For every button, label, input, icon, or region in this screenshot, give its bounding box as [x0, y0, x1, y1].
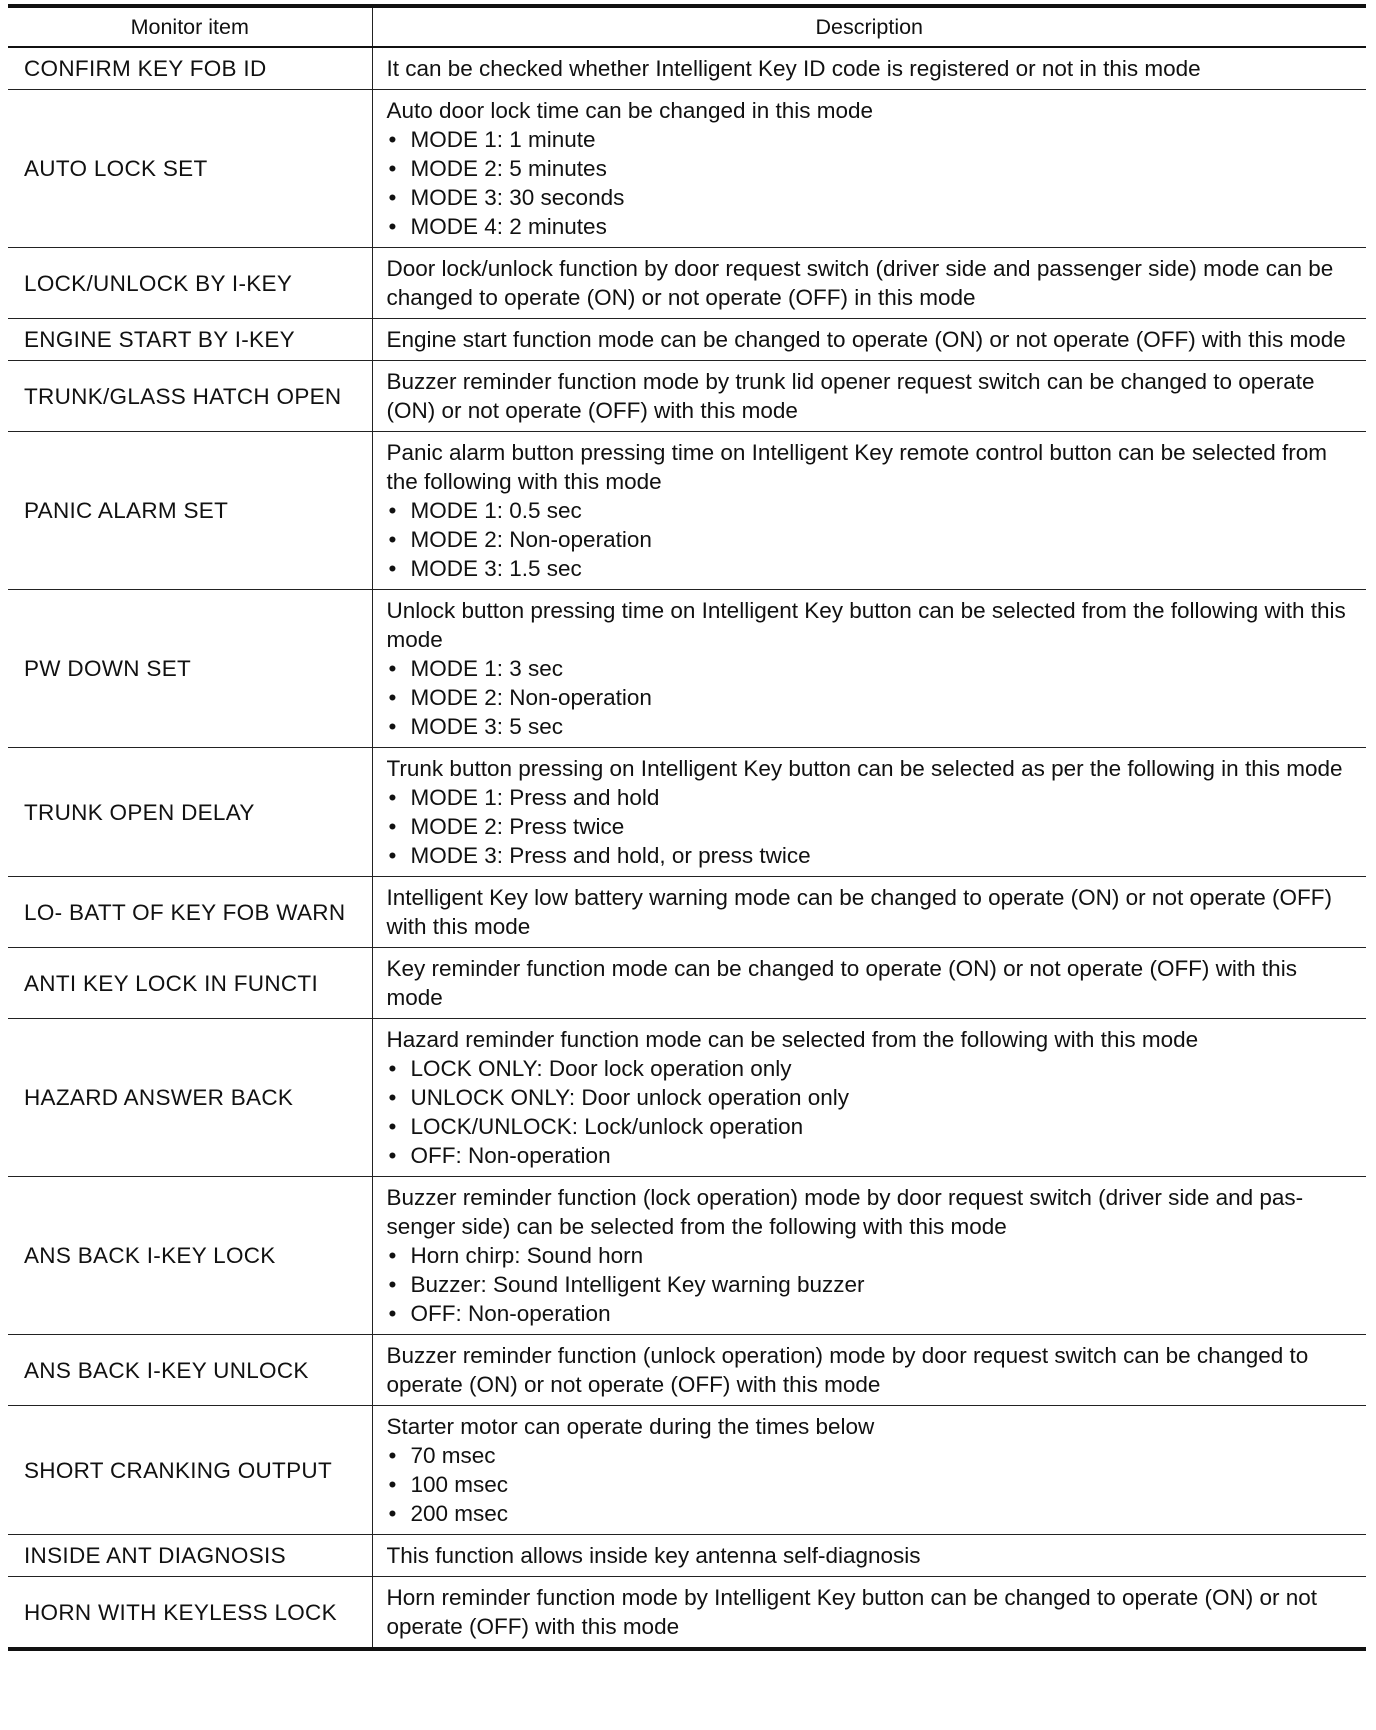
table-body [8, 47, 1366, 1649]
mode-option-item: • Horn chirp: Sound horn [387, 1241, 1359, 1270]
description-cell [372, 1335, 1366, 1406]
description-text: Buzzer reminder function (unlock operation) mode by door request switch can be changed to operate (ON) or not operate (OFF) with this mode [386, 1343, 1309, 1397]
monitor-item-cell: ANTI KEY LOCK IN FUNCTI [8, 948, 372, 1019]
table-row [8, 319, 1366, 361]
description-text: This function allows inside key antenna self-diagnosis [386, 1543, 921, 1568]
mode-option-item: • Buzzer: Sound Intelligent Key warning buzzer [387, 1270, 1359, 1299]
description-cell [372, 1406, 1366, 1535]
table-row [8, 1535, 1366, 1577]
table-row [8, 877, 1366, 948]
description-cell [372, 948, 1366, 1019]
monitor-item-table [8, 4, 1366, 1651]
description-text: Buzzer reminder function (lock operation) mode by door request switch (driver side and pas-senger side) can be selected from the following with this mode [386, 1185, 1304, 1239]
mode-option-item: • MODE 2: Press twice [387, 812, 1359, 841]
mode-option-item: • MODE 2: Non-operation [387, 525, 1359, 554]
table-row [8, 1177, 1366, 1335]
mode-option-list [387, 1241, 1359, 1328]
mode-option-item: • MODE 3: 30 seconds [387, 183, 1359, 212]
mode-option-item: • 70 msec [387, 1441, 1359, 1470]
monitor-item-cell: ANS BACK I-KEY UNLOCK [8, 1335, 372, 1406]
document-page [8, 4, 1366, 1651]
description-cell [372, 748, 1366, 877]
table-row [8, 1335, 1366, 1406]
description-cell [372, 319, 1366, 361]
mode-option-list [387, 1054, 1359, 1170]
mode-option-list [387, 496, 1359, 583]
monitor-item-cell: INSIDE ANT DIAGNOSIS [8, 1535, 372, 1577]
mode-option-item: • MODE 2: 5 minutes [387, 154, 1359, 183]
description-cell [372, 47, 1366, 90]
description-cell [372, 877, 1366, 948]
monitor-item-cell: PANIC ALARM SET [8, 432, 372, 590]
description-cell [372, 1535, 1366, 1577]
mode-option-item: • MODE 1: 1 minute [387, 125, 1359, 154]
mode-option-item: • MODE 1: Press and hold [387, 783, 1359, 812]
mode-option-item: • MODE 4: 2 minutes [387, 212, 1359, 241]
mode-option-item: • MODE 2: Non-operation [387, 683, 1359, 712]
table-header-row [8, 6, 1366, 47]
description-text: It can be checked whether Intelligent Key ID code is registered or not in this mode [386, 56, 1201, 81]
description-text: Key reminder function mode can be changed to operate (ON) or not operate (OFF) with this mode [386, 956, 1297, 1010]
mode-option-item: • MODE 3: 1.5 sec [387, 554, 1359, 583]
mode-option-item: • LOCK/UNLOCK: Lock/unlock operation [387, 1112, 1359, 1141]
monitor-item-cell: HAZARD ANSWER BACK [8, 1019, 372, 1177]
description-cell [372, 90, 1366, 248]
table-row [8, 1406, 1366, 1535]
monitor-item-cell: PW DOWN SET [8, 590, 372, 748]
mode-option-item: • MODE 3: Press and hold, or press twice [387, 841, 1359, 870]
table-row [8, 948, 1366, 1019]
description-text: Trunk button pressing on Intelligent Key button can be selected as per the following in this mode [386, 756, 1343, 781]
mode-option-list [387, 783, 1359, 870]
monitor-item-cell: TRUNK OPEN DELAY [8, 748, 372, 877]
table-row [8, 590, 1366, 748]
monitor-item-cell: ANS BACK I-KEY LOCK [8, 1177, 372, 1335]
description-text: Door lock/unlock function by door request switch (driver side and passenger side) mode can be changed to operate (ON) or not operate (OFF) in this mode [386, 256, 1334, 310]
mode-option-item: • MODE 1: 0.5 sec [387, 496, 1359, 525]
mode-option-list [387, 125, 1359, 241]
table-row [8, 432, 1366, 590]
mode-option-item: • LOCK ONLY: Door lock operation only [387, 1054, 1359, 1083]
mode-option-item: • UNLOCK ONLY: Door unlock operation only [387, 1083, 1359, 1112]
mode-option-item: • 100 msec [387, 1470, 1359, 1499]
monitor-item-cell: HORN WITH KEYLESS LOCK [8, 1577, 372, 1650]
header-description: Description [372, 6, 1366, 47]
mode-option-item: • 200 msec [387, 1499, 1359, 1528]
table-row [8, 361, 1366, 432]
mode-option-list [387, 654, 1359, 741]
monitor-item-cell: ENGINE START BY I-KEY [8, 319, 372, 361]
table-row [8, 248, 1366, 319]
monitor-item-cell: AUTO LOCK SET [8, 90, 372, 248]
description-cell [372, 1177, 1366, 1335]
table-row [8, 47, 1366, 90]
description-cell [372, 432, 1366, 590]
monitor-item-cell: TRUNK/GLASS HATCH OPEN [8, 361, 372, 432]
mode-option-item: • OFF: Non-operation [387, 1299, 1359, 1328]
header-monitor-item: Monitor item [8, 6, 372, 47]
table-row [8, 1019, 1366, 1177]
table-row [8, 1577, 1366, 1650]
table-row [8, 748, 1366, 877]
description-cell [372, 1577, 1366, 1650]
description-text: Engine start function mode can be changed to operate (ON) or not operate (OFF) with this mode [386, 327, 1346, 352]
description-text: Panic alarm button pressing time on Intelligent Key remote control button can be selected from the following with this mode [386, 440, 1328, 494]
mode-option-item: • OFF: Non-operation [387, 1141, 1359, 1170]
description-text: Auto door lock time can be changed in this mode [386, 98, 874, 123]
description-text: Starter motor can operate during the times below [386, 1414, 875, 1439]
description-text: Hazard reminder function mode can be selected from the following with this mode [386, 1027, 1199, 1052]
monitor-item-cell: LO- BATT OF KEY FOB WARN [8, 877, 372, 948]
description-cell [372, 361, 1366, 432]
description-text: Buzzer reminder function mode by trunk lid opener request switch can be changed to operate (ON) or not operate (OFF) with this mode [386, 369, 1315, 423]
monitor-item-cell: CONFIRM KEY FOB ID [8, 47, 372, 90]
description-cell [372, 248, 1366, 319]
description-cell [372, 590, 1366, 748]
monitor-item-cell: SHORT CRANKING OUTPUT [8, 1406, 372, 1535]
mode-option-item: • MODE 3: 5 sec [387, 712, 1359, 741]
description-cell [372, 1019, 1366, 1177]
mode-option-list [387, 1441, 1359, 1528]
mode-option-item: • MODE 1: 3 sec [387, 654, 1359, 683]
description-text: Intelligent Key low battery warning mode can be changed to operate (ON) or not operate (OFF) with this mode [386, 885, 1332, 939]
table-row [8, 90, 1366, 248]
description-text: Horn reminder function mode by Intelligent Key button can be changed to operate (ON) or not operate (OFF) with this mode [386, 1585, 1318, 1639]
monitor-item-cell: LOCK/UNLOCK BY I-KEY [8, 248, 372, 319]
description-text: Unlock button pressing time on Intelligent Key button can be selected from the following with this mode [386, 598, 1346, 652]
